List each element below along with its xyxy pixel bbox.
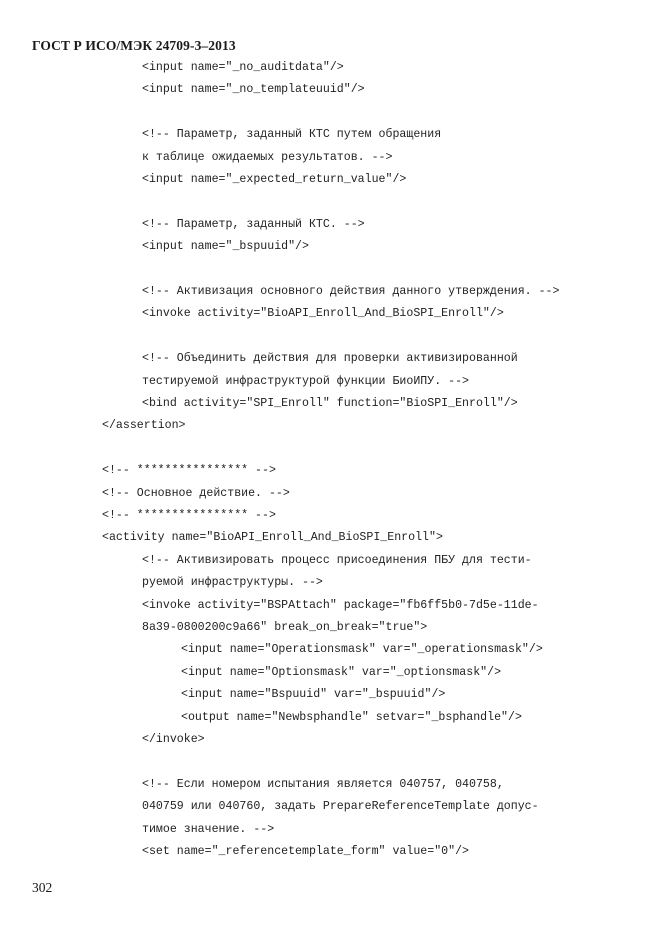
code-line: руемой инфраструктуры. --> (142, 576, 323, 590)
code-line: <input name="_bspuuid"/> (142, 240, 309, 254)
code-line: <!-- Основное действие. --> (102, 486, 290, 500)
document-header: ГОСТ Р ИСО/МЭК 24709-3–2013 (32, 38, 236, 53)
code-line: </assertion> (102, 419, 186, 433)
code-line: <!-- Объединить действия для проверки активизированной (142, 352, 518, 366)
code-line: <!-- **************** --> (102, 464, 276, 478)
code-line: <!-- Параметр, заданный КТС. --> (142, 217, 365, 231)
code-line: <input name="_no_auditdata"/> (142, 61, 344, 74)
code-line: <input name="Optionsmask" var="_optionsmask"/> (181, 665, 502, 679)
code-line: тимое значение. --> (142, 822, 275, 836)
code-line: <input name="_expected_return_value"/> (142, 173, 407, 186)
code-line: <input name="Bspuuid" var="_bspuuid"/> (181, 688, 446, 702)
code-line: 8a39-0800200c9a66" break_on_break="true"> (142, 621, 428, 634)
code-line: <bind activity="SPI_Enroll" function="BioSPI_Enroll"/> (142, 397, 518, 410)
code-line: к таблице ожидаемых результатов. --> (142, 150, 393, 164)
page-number: 302 (32, 880, 53, 895)
code-line: 040759 или 040760, задать PrepareReferenceTemplate допус- (142, 800, 539, 814)
code-line: <set name="_referencetemplate_form" value="0"/> (142, 845, 469, 858)
code-line: <!-- Если номером испытания является 040757, 040758, (142, 777, 504, 791)
code-line: <output name="Newbsphandle" setvar="_bsphandle"/> (181, 710, 522, 724)
code-line: <activity name="BioAPI_Enroll_And_BioSPI_Enroll"> (102, 531, 443, 545)
code-line: </invoke> (142, 733, 205, 746)
code-line: тестируемой инфраструктурой функции БиоИПУ. --> (142, 374, 469, 388)
code-line: <input name="_no_templateuuid"/> (142, 83, 365, 97)
code-line: <!-- Активизировать процесс присоединения ПБУ для тести- (142, 553, 532, 567)
code-line: <invoke activity="BioAPI_Enroll_And_BioSPI_Enroll"/> (142, 307, 504, 321)
code-line: <!-- Параметр, заданный КТС путем обращения (142, 128, 442, 142)
code-line: <!-- **************** --> (102, 509, 276, 522)
code-line: <input name="Operationsmask" var="_operationsmask"/> (181, 643, 543, 657)
code-line: <!-- Активизация основного действия данного утверждения. --> (142, 285, 560, 298)
code-line: <invoke activity="BSPAttach" package="fb6ff5b0-7d5e-11de- (142, 598, 539, 612)
